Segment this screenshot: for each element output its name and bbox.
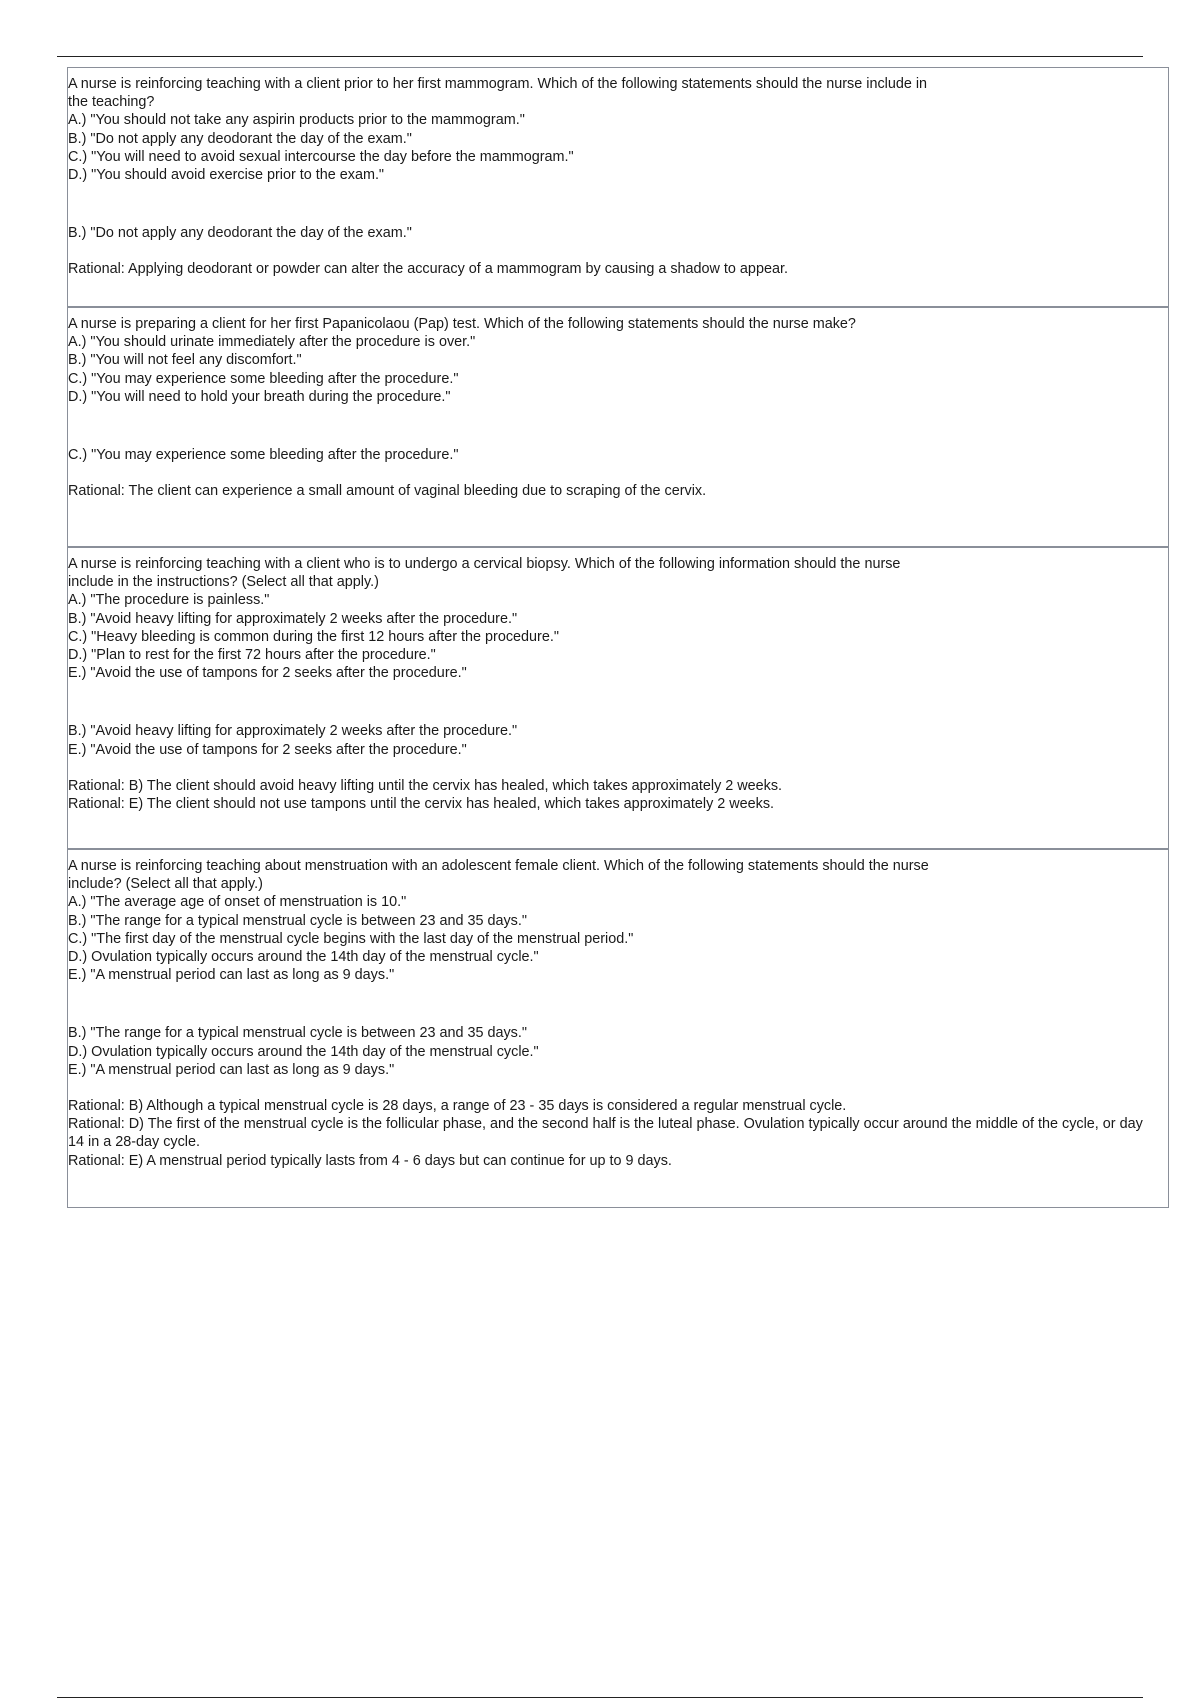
question-text: A nurse is reinforcing teaching about menstruation with an adolescent female client. Which of the following statements should the nurse include? (Select all that apply.)	[68, 858, 929, 893]
qa-table	[67, 67, 1169, 1208]
option-c: C.) "You may experience some bleeding after the procedure."	[68, 370, 459, 387]
option-a: A.) "You should not take any aspirin products prior to the mammogram."	[68, 112, 525, 129]
question-block-3	[68, 548, 1168, 850]
rationale-list	[68, 1097, 1162, 1170]
rationale-list	[68, 482, 1162, 500]
option-c: C.) "Heavy bleeding is common during the first 12 hours after the procedure."	[68, 628, 559, 645]
answer: E.) "Avoid the use of tampons for 2 seeks after the procedure."	[68, 741, 467, 758]
option-b: B.) "Avoid heavy lifting for approximately 2 weeks after the procedure."	[68, 610, 518, 627]
answer-list	[68, 224, 1162, 242]
option-d: D.) "You will need to hold your breath during the procedure."	[68, 388, 451, 405]
answer: E.) "A menstrual period can last as long as 9 days."	[68, 1061, 395, 1078]
rationale-list	[68, 260, 1162, 278]
answer-list	[68, 722, 1162, 758]
question-block-1	[68, 68, 1168, 308]
option-a: A.) "The average age of onset of menstruation is 10."	[68, 894, 407, 911]
options-list	[68, 591, 1162, 682]
answer-list	[68, 446, 1162, 464]
answer: C.) "You may experience some bleeding after the procedure."	[68, 447, 459, 464]
option-d: D.) "Plan to rest for the first 72 hours after the procedure."	[68, 647, 436, 664]
rationale: Rational: Applying deodorant or powder can alter the accuracy of a mammogram by causing a shadow to appear.	[68, 261, 788, 278]
option-d: D.) "You should avoid exercise prior to the exam."	[68, 167, 385, 184]
option-a: A.) "You should urinate immediately after the procedure is over."	[68, 334, 476, 351]
option-a: A.) "The procedure is painless."	[68, 592, 270, 609]
rationale: Rational: B) Although a typical menstrual cycle is 28 days, a range of 23 - 35 days is considered a regular menstrual cycle.	[68, 1098, 847, 1115]
options-list	[68, 111, 1162, 184]
option-c: C.) "The first day of the menstrual cycle begins with the last day of the menstrual period."	[68, 930, 634, 947]
option-c: C.) "You will need to avoid sexual intercourse the day before the mammogram."	[68, 148, 574, 165]
answer: B.) "Avoid heavy lifting for approximately 2 weeks after the procedure."	[68, 723, 518, 740]
question-block-4	[68, 850, 1168, 1207]
rationale: Rational: E) A menstrual period typically lasts from 4 - 6 days but can continue for up to 9 days.	[68, 1152, 672, 1169]
option-e: E.) "Avoid the use of tampons for 2 seeks after the procedure."	[68, 665, 467, 682]
answer: B.) "The range for a typical menstrual cycle is between 23 and 35 days."	[68, 1025, 527, 1042]
rationale: Rational: E) The client should not use tampons until the cervix has healed, which takes approximately 2 weeks.	[68, 796, 775, 813]
question-block-2	[68, 308, 1168, 548]
answer: D.) Ovulation typically occurs around the 14th day of the menstrual cycle."	[68, 1043, 539, 1060]
option-d: D.) Ovulation typically occurs around the 14th day of the menstrual cycle."	[68, 949, 539, 966]
header-rule	[57, 56, 1143, 57]
options-list	[68, 333, 1162, 406]
answer: B.) "Do not apply any deodorant the day of the exam."	[68, 225, 412, 242]
rationale-list	[68, 777, 1162, 813]
options-list	[68, 893, 1162, 984]
answer-list	[68, 1024, 1162, 1079]
question-text: A nurse is reinforcing teaching with a client who is to undergo a cervical biopsy. Which of the following information should the nurse include in the instructions? (Select all that apply.)	[68, 556, 901, 591]
option-b: B.) "Do not apply any deodorant the day of the exam."	[68, 130, 412, 147]
question-text: A nurse is reinforcing teaching with a client prior to her first mammogram. Which of the following statements should the nurse include in the teaching?	[68, 76, 928, 111]
option-e: E.) "A menstrual period can last as long as 9 days."	[68, 967, 395, 984]
option-b: B.) "The range for a typical menstrual cycle is between 23 and 35 days."	[68, 912, 527, 929]
rationale: Rational: D) The first of the menstrual cycle is the follicular phase, and the second half is the luteal phase. Ovulation typically occur around the middle of the cycle, or day 14 in a 28-day cycle.	[68, 1116, 1143, 1151]
rationale: Rational: B) The client should avoid heavy lifting until the cervix has healed, which takes approximately 2 weeks.	[68, 777, 783, 794]
option-b: B.) "You will not feel any discomfort."	[68, 352, 302, 369]
rationale: Rational: The client can experience a small amount of vaginal bleeding due to scraping of the cervix.	[68, 483, 707, 500]
footer-rule	[57, 1697, 1143, 1698]
question-text: A nurse is preparing a client for her first Papanicolaou (Pap) test. Which of the following statements should the nurse make?	[68, 316, 856, 332]
